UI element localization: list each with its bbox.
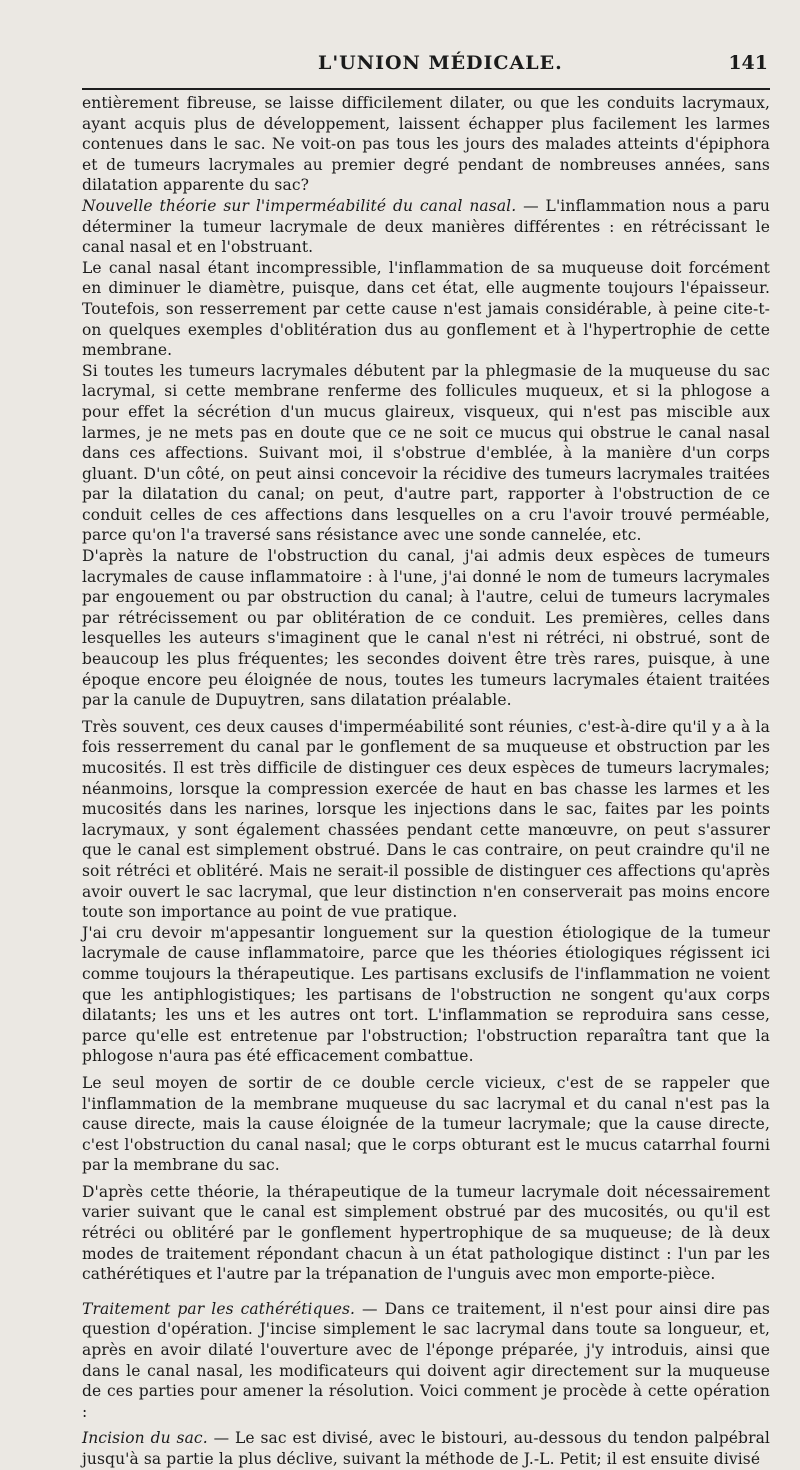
page-number: 141 bbox=[728, 52, 768, 74]
paragraph-10 bbox=[82, 1299, 770, 1423]
section-heading-incision: Incision du sac. bbox=[82, 1429, 208, 1448]
running-title: L'UNION MÉDICALE. bbox=[318, 52, 563, 74]
running-head bbox=[82, 42, 770, 82]
paragraph-5: D'après la nature de l'obstruction du canal, j'ai admis deux espèces de tumeurs lacrymales de cause inflammatoire : à l'une, j'ai donné le nom de tumeurs lacrymales par engouement ou par obstruction du canal; à l'autre, celui de tumeurs lacrymales par rétrécissement ou par oblitération de ce conduit. Les premières, celles dans lesquelles les auteurs s'imaginent que le canal n'est ni rétréci, ni obstrué, sont de beaucoup les plus fréquentes; les secondes doivent être très rares, puisque, à une époque encore peu éloignée de nous, toutes les tumeurs lacrymales étaient traitées par la canule de Dupuytren, sans dilatation préalable. bbox=[82, 547, 770, 710]
section-heading-catheretiques: Traitement par les cathérétiques. bbox=[82, 1299, 356, 1318]
section-heading-nouvelle-theorie: Nouvelle théorie sur l'imperméabilité du canal nasal. bbox=[82, 196, 517, 215]
paragraph-3: Le canal nasal étant incompressible, l'inflammation de sa muqueuse doit forcément en diminuer le diamètre, puisque, dans cet état, elle augmente toujours l'épaisseur. Toutefois, son resserrement par cette cause n'est jamais considérable, à peine cite-t-on quelques exemples d'oblitération dus au gonflement et à l'hypertrophie de cette membrane. bbox=[82, 258, 770, 360]
paragraph-8: Le seul moyen de sortir de ce double cercle vicieux, c'est de se rappeler que l'inflammation de la membrane muqueuse du sac lacrymal et du canal n'est pas la cause directe, mais la cause éloignée de la tumeur lacrymale; que la cause directe, c'est l'obstruction du canal nasal; que le corps obturant est le mucus catarrhal fourni par la membrane du sac. bbox=[82, 1073, 770, 1175]
paragraph-1: entièrement fibreuse, se laisse difficilement dilater, ou que les conduits lacrymaux, ayant acquis plus de développement, laissent échapper plus facilement les larmes contenues dans le sac. Ne voit-on pas tous les jours des malades atteints d'épiphora et de tumeurs lacrymales au premier degré pendant de nombreuses années, sans dilatation apparente du sac? bbox=[82, 94, 770, 195]
paragraph-11 bbox=[82, 1428, 770, 1469]
paragraph-2 bbox=[82, 196, 770, 258]
paragraph-6: Très souvent, ces deux causes d'imperméabilité sont réunies, c'est-à-dire qu'il y a à la fois resserrement du canal par le gonflement de sa muqueuse et obstruction par les mucosités. Il est très difficile de distinguer ces deux espèces de tumeurs lacrymales; néanmoins, lorsque la compression exercée de haut en bas chasse les larmes et les mucosités dans les narines, lorsque les injections dans le sac, faites par les points lacrymaux, y sont également chassées pendant cette manœuvre, on peut s'assurer que le canal est simplement obstrué. Dans le cas contraire, on peut craindre qu'il ne soit rétréci et oblitéré. Mais ne serait-il possible de distinguer ces affections qu'après avoir ouvert le sac lacrymal, que leur distinction n'en conserverait pas moins encore toute son importance au point de vue pratique. bbox=[82, 717, 770, 922]
header-rule bbox=[82, 88, 770, 90]
paragraph-10-text: — Dans ce traitement, il n'est pour ainsi dire pas question d'opération. J'incise simplement le sac lacrymal dans toute sa longueur, et, après en avoir dilaté l'ouverture avec de l'éponge préparée, j'y introduis, ainsi que dans le canal nasal, les modificateurs qui doivent agir directement sur la muqueuse de ces parties pour amener la résolution. Voici comment je procède à cette opération : bbox=[82, 1299, 770, 1421]
paragraph-9: D'après cette théorie, la thérapeutique de la tumeur lacrymale doit nécessairement varier suivant que le canal est simplement obstrué par des mucosités, ou qu'il est rétréci ou oblitéré par le gonflement hypertrophique de sa muqueuse; de là deux modes de traitement répondant chacun à un état pathologique distinct : l'un par les cathérétiques et l'autre par la trépanation de l'unguis avec mon emporte-pièce. bbox=[82, 1182, 770, 1284]
paragraph-11-text: — Le sac est divisé, avec le bistouri, au-dessous du tendon palpébral jusqu'à sa partie la plus déclive, suivant la méthode de J.-L. Petit; il est ensuite divisé bbox=[82, 1429, 770, 1468]
paragraph-4: Si toutes les tumeurs lacrymales débutent par la phlegmasie de la muqueuse du sac lacrymal, si cette membrane renferme des follicules muqueux, et si la phlogose a pour effet la sécrétion d'un mucus glaireux, visqueux, qui n'est pas miscible aux larmes, je ne mets pas en doute que ce ne soit ce mucus qui obstrue le canal nasal dans ces affections. Suivant moi, il s'obstrue d'emblée, à la manière d'un corps gluant. D'un côté, on peut ainsi concevoir la récidive des tumeurs lacrymales traitées par la dilatation du canal; on peut, d'autre part, rapporter à l'obstruction de ce conduit celles de ces affections dans lesquelles on a cru l'avoir trouvé perméable, parce qu'on l'a traversé sans résistance avec une sonde cannelée, etc. bbox=[82, 361, 770, 545]
paragraph-7: J'ai cru devoir m'appesantir longuement sur la question étiologique de la tumeur lacrymale de cause inflammatoire, parce que les théories étiologiques régissent ici comme toujours la thérapeutique. Les partisans exclusifs de l'inflammation ne voient que les antiphlogistiques; les partisans de l'obstruction ne songent qu'aux corps dilatants; les uns et les autres ont tort. L'inflammation se reproduira sans cesse, parce qu'elle est entretenue par l'obstruction; l'obstruction reparaîtra tant que la phlogose n'aura pas été efficacement combattue. bbox=[82, 923, 770, 1066]
paragraph-2-text: — L'inflammation nous a paru déterminer la tumeur lacrymale de deux manières différentes : en rétrécissant le canal nasal et en l'obstruant. bbox=[82, 196, 770, 257]
